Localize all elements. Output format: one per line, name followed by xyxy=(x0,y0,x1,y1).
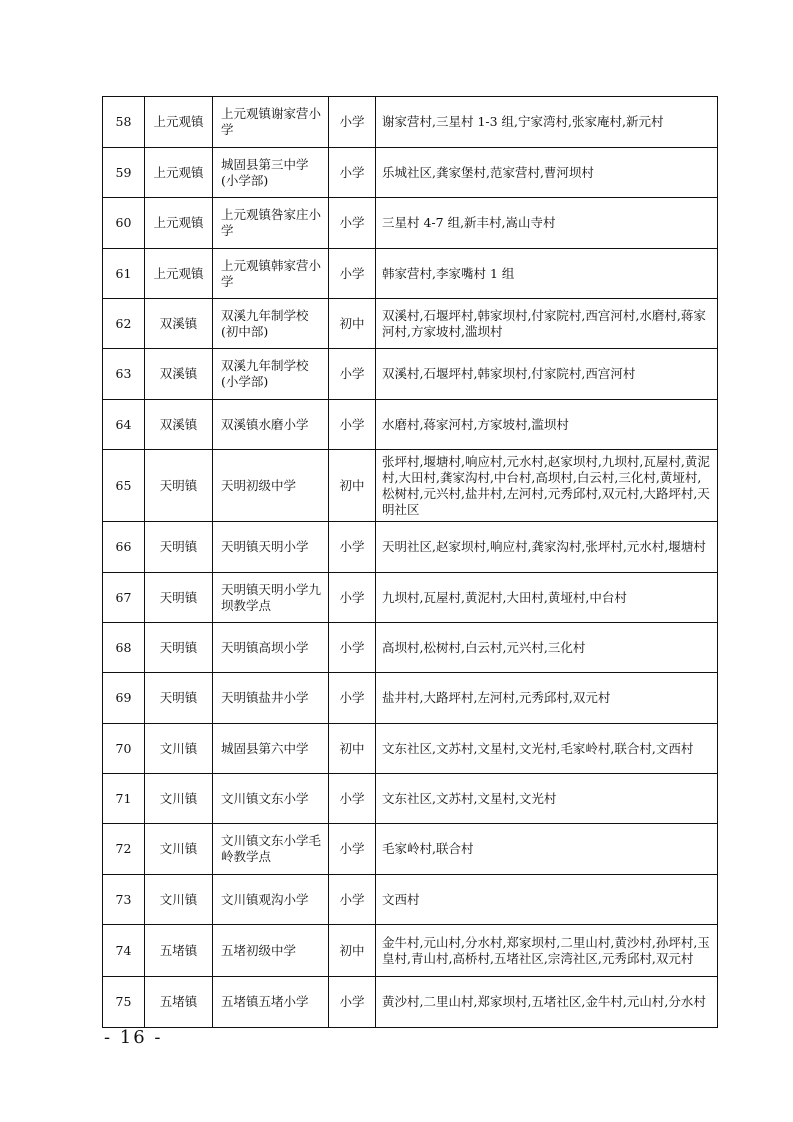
row-number: 64 xyxy=(103,400,145,450)
table-row xyxy=(103,977,718,1028)
row-number: 60 xyxy=(103,198,145,249)
town-name: 文川镇 xyxy=(145,875,213,925)
school-level: 初中 xyxy=(329,450,376,522)
school-level: 小学 xyxy=(329,97,376,148)
school-level: 小学 xyxy=(329,400,376,450)
enrollment-area: 三星村 4-7 组,新丰村,嵩山寺村 xyxy=(376,198,718,249)
row-number: 63 xyxy=(103,349,145,400)
table-row xyxy=(103,97,718,148)
school-name: 双溪镇水磨小学 xyxy=(213,400,329,450)
enrollment-area: 黄沙村,二里山村,郑家坝村,五堵社区,金牛村,元山村,分水村 xyxy=(376,977,718,1028)
table-row xyxy=(103,724,718,774)
enrollment-area: 双溪村,石堰坪村,韩家坝村,付家院村,西宫河村,水磨村,蒋家河村,方家坡村,滥坝村 xyxy=(376,299,718,349)
enrollment-area: 张坪村,堰塘村,响应村,元水村,赵家坝村,九坝村,瓦屋村,黄泥村,大田村,龚家沟村,中台村,高坝村,白云村,三化村,黄垭村,松树村,元兴村,盐井村,左河村,元秀邱村,双元村,大路坪村,天明社区 xyxy=(376,450,718,522)
town-name: 五堵镇 xyxy=(145,925,213,977)
school-district-table xyxy=(102,96,718,1028)
school-name: 文川镇文东小学 xyxy=(213,774,329,824)
page-number: - 16 - xyxy=(104,1027,163,1048)
table-row xyxy=(103,522,718,573)
table-row xyxy=(103,925,718,977)
table-row xyxy=(103,400,718,450)
enrollment-area: 九坝村,瓦屋村,黄泥村,大田村,黄垭村,中台村 xyxy=(376,573,718,623)
school-name: 五堵镇五堵小学 xyxy=(213,977,329,1028)
row-number: 61 xyxy=(103,249,145,299)
table-row xyxy=(103,198,718,249)
enrollment-area: 文东社区,文苏村,文星村,文光村,毛家岭村,联合村,文西村 xyxy=(376,724,718,774)
enrollment-area: 水磨村,蒋家河村,方家坡村,滥坝村 xyxy=(376,400,718,450)
town-name: 双溪镇 xyxy=(145,400,213,450)
school-level: 小学 xyxy=(329,573,376,623)
table-row xyxy=(103,148,718,198)
table-row xyxy=(103,774,718,824)
school-name: 上元观镇咎家庄小学 xyxy=(213,198,329,249)
town-name: 天明镇 xyxy=(145,522,213,573)
school-name: 天明镇天明小学 xyxy=(213,522,329,573)
town-name: 天明镇 xyxy=(145,623,213,673)
enrollment-area: 盐井村,大路坪村,左河村,元秀邱村,双元村 xyxy=(376,673,718,724)
enrollment-area: 乐城社区,龚家堡村,范家营村,曹河坝村 xyxy=(376,148,718,198)
school-level: 初中 xyxy=(329,724,376,774)
school-name: 双溪九年制学校(初中部) xyxy=(213,299,329,349)
row-number: 66 xyxy=(103,522,145,573)
table-row xyxy=(103,673,718,724)
row-number: 72 xyxy=(103,824,145,875)
table-row xyxy=(103,875,718,925)
town-name: 文川镇 xyxy=(145,724,213,774)
enrollment-area: 天明社区,赵家坝村,响应村,龚家沟村,张坪村,元水村,堰塘村 xyxy=(376,522,718,573)
row-number: 58 xyxy=(103,97,145,148)
row-number: 59 xyxy=(103,148,145,198)
school-name: 文川镇观沟小学 xyxy=(213,875,329,925)
school-name: 天明初级中学 xyxy=(213,450,329,522)
school-name: 文川镇文东小学毛岭教学点 xyxy=(213,824,329,875)
town-name: 文川镇 xyxy=(145,774,213,824)
row-number: 69 xyxy=(103,673,145,724)
school-level: 小学 xyxy=(329,522,376,573)
row-number: 67 xyxy=(103,573,145,623)
table-row xyxy=(103,299,718,349)
town-name: 天明镇 xyxy=(145,573,213,623)
table-row xyxy=(103,450,718,522)
town-name: 上元观镇 xyxy=(145,198,213,249)
town-name: 上元观镇 xyxy=(145,148,213,198)
school-level: 小学 xyxy=(329,623,376,673)
school-level: 小学 xyxy=(329,875,376,925)
table-row xyxy=(103,249,718,299)
enrollment-area: 毛家岭村,联合村 xyxy=(376,824,718,875)
school-level: 小学 xyxy=(329,774,376,824)
table-row xyxy=(103,824,718,875)
school-level: 小学 xyxy=(329,349,376,400)
row-number: 68 xyxy=(103,623,145,673)
school-level: 小学 xyxy=(329,673,376,724)
school-name: 天明镇天明小学九坝教学点 xyxy=(213,573,329,623)
school-level: 小学 xyxy=(329,977,376,1028)
school-name: 上元观镇谢家营小学 xyxy=(213,97,329,148)
school-level: 初中 xyxy=(329,299,376,349)
town-name: 天明镇 xyxy=(145,673,213,724)
school-name: 城固县第三中学(小学部) xyxy=(213,148,329,198)
town-name: 上元观镇 xyxy=(145,97,213,148)
enrollment-area: 高坝村,松树村,白云村,元兴村,三化村 xyxy=(376,623,718,673)
school-level: 小学 xyxy=(329,148,376,198)
school-name: 五堵初级中学 xyxy=(213,925,329,977)
row-number: 70 xyxy=(103,724,145,774)
town-name: 上元观镇 xyxy=(145,249,213,299)
enrollment-area: 金牛村,元山村,分水村,郑家坝村,二里山村,黄沙村,孙坪村,玉皇村,青山村,高桥村,五堵社区,宗湾社区,元秀邱村,双元村 xyxy=(376,925,718,977)
town-name: 文川镇 xyxy=(145,824,213,875)
school-name: 天明镇高坝小学 xyxy=(213,623,329,673)
school-name: 双溪九年制学校(小学部) xyxy=(213,349,329,400)
row-number: 74 xyxy=(103,925,145,977)
enrollment-area: 双溪村,石堰坪村,韩家坝村,付家院村,西宫河村 xyxy=(376,349,718,400)
row-number: 62 xyxy=(103,299,145,349)
school-level: 小学 xyxy=(329,249,376,299)
table-row xyxy=(103,623,718,673)
school-level: 小学 xyxy=(329,824,376,875)
school-name: 天明镇盐井小学 xyxy=(213,673,329,724)
school-name: 上元观镇韩家营小学 xyxy=(213,249,329,299)
town-name: 双溪镇 xyxy=(145,299,213,349)
table-row xyxy=(103,349,718,400)
row-number: 73 xyxy=(103,875,145,925)
enrollment-area: 韩家营村,李家嘴村 1 组 xyxy=(376,249,718,299)
school-district-table-container xyxy=(102,96,717,1028)
row-number: 65 xyxy=(103,450,145,522)
town-name: 天明镇 xyxy=(145,450,213,522)
row-number: 75 xyxy=(103,977,145,1028)
school-level: 初中 xyxy=(329,925,376,977)
school-name: 城固县第六中学 xyxy=(213,724,329,774)
enrollment-area: 文西村 xyxy=(376,875,718,925)
row-number: 71 xyxy=(103,774,145,824)
town-name: 双溪镇 xyxy=(145,349,213,400)
table-row xyxy=(103,573,718,623)
enrollment-area: 文东社区,文苏村,文星村,文光村 xyxy=(376,774,718,824)
town-name: 五堵镇 xyxy=(145,977,213,1028)
enrollment-area: 谢家营村,三星村 1-3 组,宁家湾村,张家庵村,新元村 xyxy=(376,97,718,148)
school-level: 小学 xyxy=(329,198,376,249)
